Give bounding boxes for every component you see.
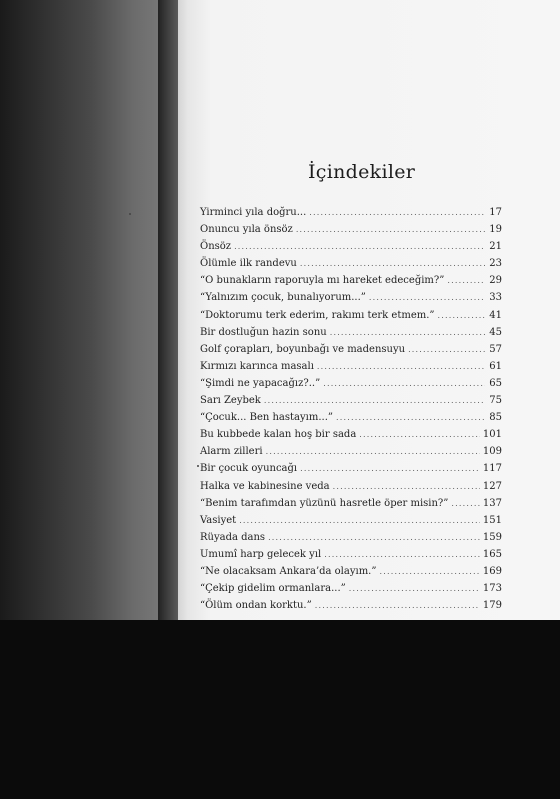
toc-leader-dots xyxy=(369,289,485,306)
toc-page-number: 17 xyxy=(489,207,502,218)
toc-leader-dots xyxy=(239,512,480,529)
toc-leader-dots xyxy=(268,529,480,546)
toc-page-number: 101 xyxy=(482,429,502,441)
toc-page-number: 57 xyxy=(489,343,502,355)
toc-leader-dots xyxy=(234,238,485,255)
toc-entry-title: Bu kubbede kalan hoş bir sada xyxy=(200,429,357,441)
toc-page-number: 137 xyxy=(482,497,502,509)
toc-page-number: 165 xyxy=(482,548,502,560)
toc-entry xyxy=(200,341,502,358)
toc-page-number: 65 xyxy=(489,377,502,389)
toc-entry-title: Onuncu yıla önsöz xyxy=(200,224,293,236)
toc-page-number: 85 xyxy=(489,412,502,424)
toc-page-number: 179 xyxy=(482,600,502,612)
table-of-contents xyxy=(200,204,502,614)
toc-page-number: 169 xyxy=(482,565,502,577)
toc-leader-dots xyxy=(379,563,479,580)
toc-entry xyxy=(200,546,502,563)
scan-speck xyxy=(197,465,199,467)
toc-entry xyxy=(200,529,502,546)
toc-leader-dots xyxy=(333,478,480,495)
toc-page-number: 45 xyxy=(489,326,502,338)
book-spine-gutter xyxy=(158,0,178,640)
toc-leader-dots xyxy=(323,375,485,392)
toc-entry-title: Alarm zilleri xyxy=(200,446,263,458)
toc-leader-dots xyxy=(349,580,480,597)
toc-leader-dots xyxy=(330,324,485,341)
toc-entry xyxy=(200,272,502,289)
scanner-background xyxy=(0,620,560,799)
toc-leader-dots xyxy=(300,255,485,272)
toc-page-number: 127 xyxy=(482,480,502,492)
toc-entry xyxy=(200,495,502,512)
toc-page-number: 19 xyxy=(489,224,502,236)
toc-leader-dots xyxy=(296,221,485,238)
toc-entry-title: Bir çocuk oyuncağı xyxy=(200,463,298,475)
toc-page-number: 21 xyxy=(489,241,502,253)
toc-entry-title: Rüyada dans xyxy=(200,531,266,543)
toc-entry xyxy=(200,307,502,324)
toc-entry xyxy=(200,460,502,477)
toc-page-number: 23 xyxy=(489,258,502,270)
toc-entry xyxy=(200,324,502,341)
toc-entry-title: “Doktorumu terk ederim, rakımı terk etmem.” xyxy=(200,309,435,321)
toc-entry-title: Sarı Zeybek xyxy=(200,395,261,407)
toc-entry-title: “Ölüm ondan korktu.” xyxy=(200,600,312,612)
scan-speck xyxy=(129,213,131,215)
toc-leader-dots xyxy=(438,307,485,324)
toc-entry xyxy=(200,204,502,221)
toc-entry-title: Golf çorapları, boyunbağı ve madensuyu xyxy=(200,343,406,355)
toc-entry xyxy=(200,221,502,238)
toc-leader-dots xyxy=(300,460,480,477)
toc-page-number: 75 xyxy=(489,395,502,407)
toc-entry xyxy=(200,512,502,529)
toc-leader-dots xyxy=(359,426,480,443)
toc-page-number: 61 xyxy=(489,360,502,372)
toc-entry-title: Vasiyet xyxy=(200,514,237,526)
toc-entry xyxy=(200,289,502,306)
toc-entry-title: Ölümle ilk randevu xyxy=(200,258,297,270)
toc-page-number: 173 xyxy=(482,583,502,595)
toc-leader-dots xyxy=(315,597,480,614)
toc-entry-title: Yirminci yıla doğru... xyxy=(200,207,307,218)
toc-entry xyxy=(200,597,502,614)
toc-entry-title: “Ne olacaksam Ankara’da olayım.” xyxy=(200,565,377,577)
toc-page-number: 41 xyxy=(489,309,502,321)
toc-leader-dots xyxy=(408,341,485,358)
toc-entry-title: “Şimdi ne yapacağız?..” xyxy=(200,377,321,389)
toc-leader-dots xyxy=(317,358,485,375)
toc-entry-title: “Çekip gidelim ormanlara...” xyxy=(200,583,346,595)
toc-entry-title: “Benim tarafımdan yüzünü hasretle öper misin?” xyxy=(200,497,449,509)
toc-entry xyxy=(200,580,502,597)
toc-entry xyxy=(200,409,502,426)
toc-leader-dots xyxy=(309,204,485,221)
toc-leader-dots xyxy=(266,443,480,460)
toc-entry xyxy=(200,426,502,443)
toc-entry xyxy=(200,563,502,580)
toc-page-number: 151 xyxy=(482,514,502,526)
toc-entry-title: “Çocuk... Ben hastayım...” xyxy=(200,412,333,424)
toc-entry-title: “O bunakların raporuyla mı hareket edeceğim?” xyxy=(200,275,445,287)
facing-page-shadow xyxy=(0,0,166,628)
toc-page-number: 117 xyxy=(482,463,502,475)
toc-page-number: 109 xyxy=(482,446,502,458)
toc-entry xyxy=(200,443,502,460)
toc-entry-title: Kırmızı karınca masalı xyxy=(200,360,314,372)
toc-leader-dots xyxy=(336,409,485,426)
toc-entry xyxy=(200,238,502,255)
toc-leader-dots xyxy=(264,392,485,409)
toc-leader-dots xyxy=(324,546,480,563)
toc-entry xyxy=(200,358,502,375)
toc-entry-title: Önsöz xyxy=(200,241,232,253)
page-title: İçindekiler xyxy=(308,161,416,183)
toc-entry xyxy=(200,375,502,392)
toc-leader-dots xyxy=(447,272,485,289)
toc-page-number: 29 xyxy=(489,275,502,287)
toc-page-number: 159 xyxy=(482,531,502,543)
toc-entry xyxy=(200,478,502,495)
toc-entry xyxy=(200,392,502,409)
toc-entry-title: Bir dostluğun hazin sonu xyxy=(200,326,327,338)
toc-entry-title: Umumî harp gelecek yıl xyxy=(200,548,322,560)
toc-page-number: 33 xyxy=(489,292,502,304)
toc-entry xyxy=(200,255,502,272)
toc-leader-dots xyxy=(451,495,480,512)
toc-entry-title: “Yalnızım çocuk, bunalıyorum...” xyxy=(200,292,366,304)
toc-entry-title: Halka ve kabinesine veda xyxy=(200,480,330,492)
